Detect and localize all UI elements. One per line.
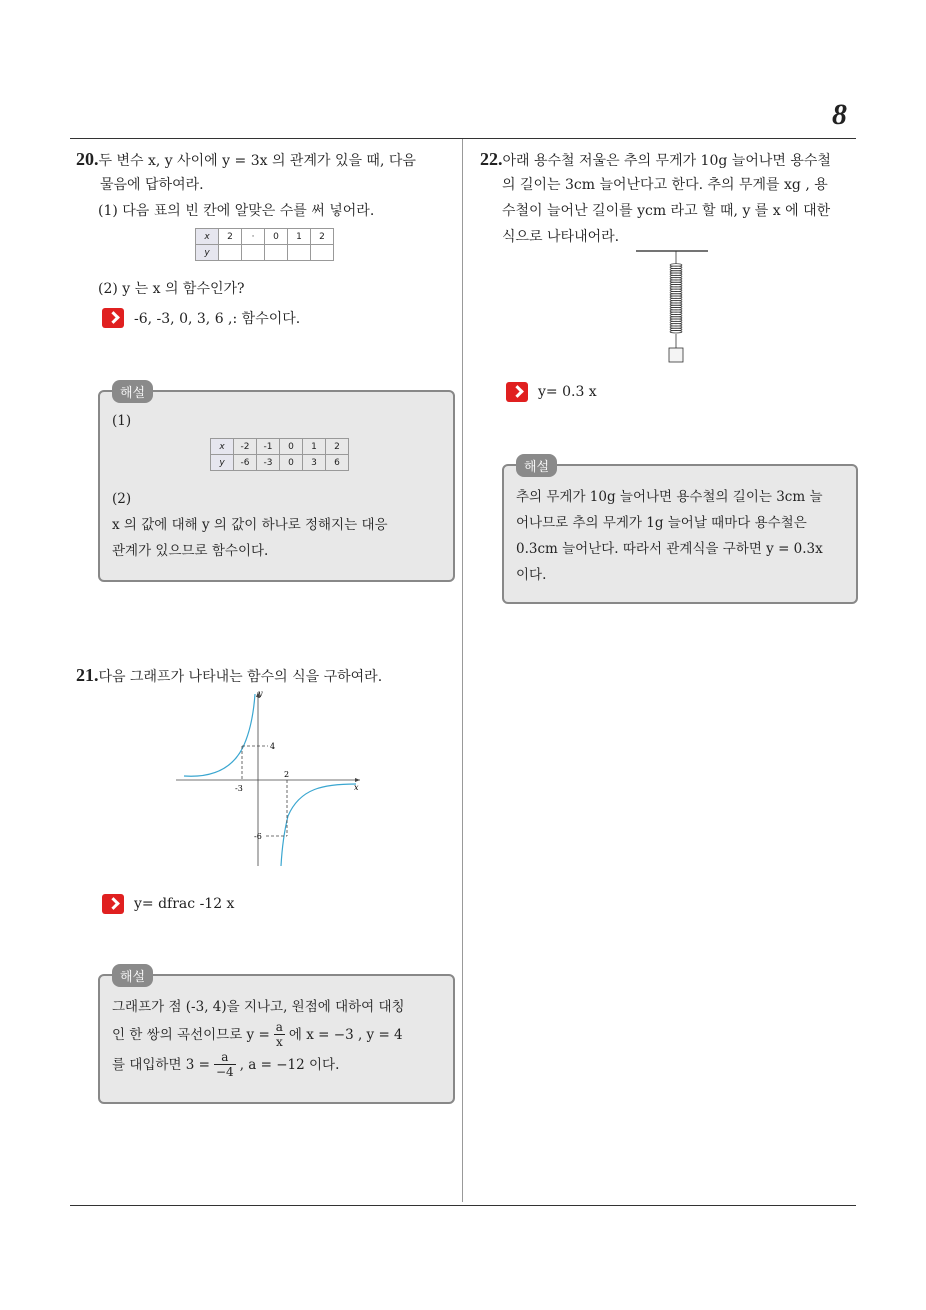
sub-question-2: (2) y 는 x 의 함수인가? <box>98 281 245 297</box>
solution-table <box>210 438 349 471</box>
answer-text: -6, -3, 0, 3, 6 ,: 함수이다. <box>134 311 301 327</box>
spring-scale-illustration <box>636 248 716 366</box>
question-number: 20. <box>76 149 99 169</box>
table-row <box>211 439 349 455</box>
solution-text: x 의 값에 대해 y 의 값이 하나로 정해지는 대응 <box>112 517 388 533</box>
table-cell: 1 <box>303 439 326 455</box>
table-cell: · <box>242 229 265 245</box>
sub-question-1: (1) 다음 표의 빈 칸에 알맞은 수를 써 넣어라. <box>98 203 375 219</box>
solution-text: , a = −12 이다. <box>239 1056 340 1073</box>
question-table <box>195 228 334 261</box>
table-cell: y <box>211 455 234 471</box>
answer-text: y= dfrac -12 x <box>134 896 235 912</box>
table-cell: x <box>196 229 219 245</box>
solution-text: 에 x = −3 , y = 4 <box>288 1026 403 1043</box>
table-cell: 2 <box>219 229 242 245</box>
table-row <box>196 245 334 261</box>
solution-text: 0.3cm 늘어난다. 따라서 관계식을 구하면 y = 0.3x <box>516 541 823 557</box>
solution-text: (2) <box>112 491 132 507</box>
top-rule <box>70 138 856 139</box>
table-cell: y <box>196 245 219 261</box>
answer-arrow-icon <box>102 894 124 914</box>
solution-text: 를 대입하면 3 = <box>112 1056 210 1073</box>
table-cell: 0 <box>280 455 303 471</box>
question-number: 22. <box>480 149 503 169</box>
column-divider <box>462 139 463 1202</box>
x-axis-arrow <box>355 778 360 782</box>
table-cell: -6 <box>234 455 257 471</box>
table-cell: 1 <box>288 229 311 245</box>
question-text-line: 수철이 늘어난 길이를 ycm 라고 할 때, y 를 x 에 대한 <box>502 203 831 219</box>
table-cell <box>242 245 265 261</box>
table-cell: 6 <box>326 455 349 471</box>
answer-text: y= 0.3 x <box>538 384 597 400</box>
solution-box <box>502 460 858 604</box>
table-cell <box>288 245 311 261</box>
table-cell: 0 <box>280 439 303 455</box>
table-cell: x <box>211 439 234 455</box>
tick-label: 4 <box>270 742 276 751</box>
question-number: 21. <box>76 665 99 685</box>
solution-text: 인 한 쌍의 곡선이므로 y = <box>112 1026 270 1043</box>
table-cell: 3 <box>303 455 326 471</box>
table-cell <box>311 245 334 261</box>
question-text-line: 의 길이는 3cm 늘어난다고 한다. 추의 무게를 xg , 용 <box>502 177 828 193</box>
solution-text: (1) <box>112 413 132 429</box>
answer-line <box>102 308 300 328</box>
hyperbola-graph <box>174 688 374 868</box>
table-cell: -2 <box>234 439 257 455</box>
curve-left-branch <box>184 694 255 776</box>
page-number: 8 <box>832 98 847 131</box>
question-text-line: 물음에 답하여라. <box>100 177 204 193</box>
curve-right-branch <box>281 784 356 866</box>
table-cell: -3 <box>257 455 280 471</box>
y-axis-label: y <box>258 689 263 698</box>
question-text-line: 아래 용수철 저울은 추의 무게가 10g 늘어나면 용수철 <box>502 153 831 169</box>
fraction-numerator: a <box>275 1020 283 1034</box>
question-text: 다음 그래프가 나타내는 함수의 식을 구하여라. <box>98 669 383 685</box>
answer-arrow-icon <box>102 308 124 328</box>
table-row <box>196 229 334 245</box>
fraction-numerator: a <box>214 1050 236 1065</box>
table-cell: 0 <box>265 229 288 245</box>
table-cell: 2 <box>326 439 349 455</box>
question-text-line: 식으로 나타내어라. <box>502 229 620 245</box>
tick-label: -6 <box>254 832 262 841</box>
solution-tag: 해설 <box>112 964 153 987</box>
solution-tag: 해설 <box>516 454 557 477</box>
solution-text: 어나므로 추의 무게가 1g 늘어날 때마다 용수철은 <box>516 515 807 531</box>
tick-label: 2 <box>284 770 290 779</box>
solution-box <box>98 970 455 1104</box>
table-cell <box>265 245 288 261</box>
answer-line <box>506 382 597 402</box>
answer-line <box>102 894 234 914</box>
table-row <box>211 455 349 471</box>
table-cell: -1 <box>257 439 280 455</box>
answer-arrow-icon <box>506 382 528 402</box>
table-cell: 2 <box>311 229 334 245</box>
solution-text: 이다. <box>516 567 547 583</box>
solution-box <box>98 386 455 582</box>
tick-label: -3 <box>235 784 243 793</box>
fraction <box>214 1050 236 1079</box>
solution-text: 추의 무게가 10g 늘어나면 용수철의 길이는 3cm 늘 <box>516 489 823 505</box>
solution-text: 관계가 있으므로 함수이다. <box>112 543 269 559</box>
question-text-line: 두 변수 x, y 사이에 y = 3x 의 관계가 있을 때, 다음 <box>98 153 416 169</box>
x-axis-label: x <box>354 783 359 792</box>
solution-text: 그래프가 점 (-3, 4)을 지나고, 원점에 대하여 대칭 <box>112 999 405 1015</box>
bottom-rule <box>70 1205 856 1206</box>
weight-block <box>669 348 683 362</box>
fraction-denominator: x <box>275 1035 283 1049</box>
solution-tag: 해설 <box>112 380 153 403</box>
fraction-denominator: −4 <box>215 1065 234 1079</box>
fraction <box>274 1020 285 1049</box>
spring-coil <box>670 264 682 333</box>
table-cell <box>219 245 242 261</box>
